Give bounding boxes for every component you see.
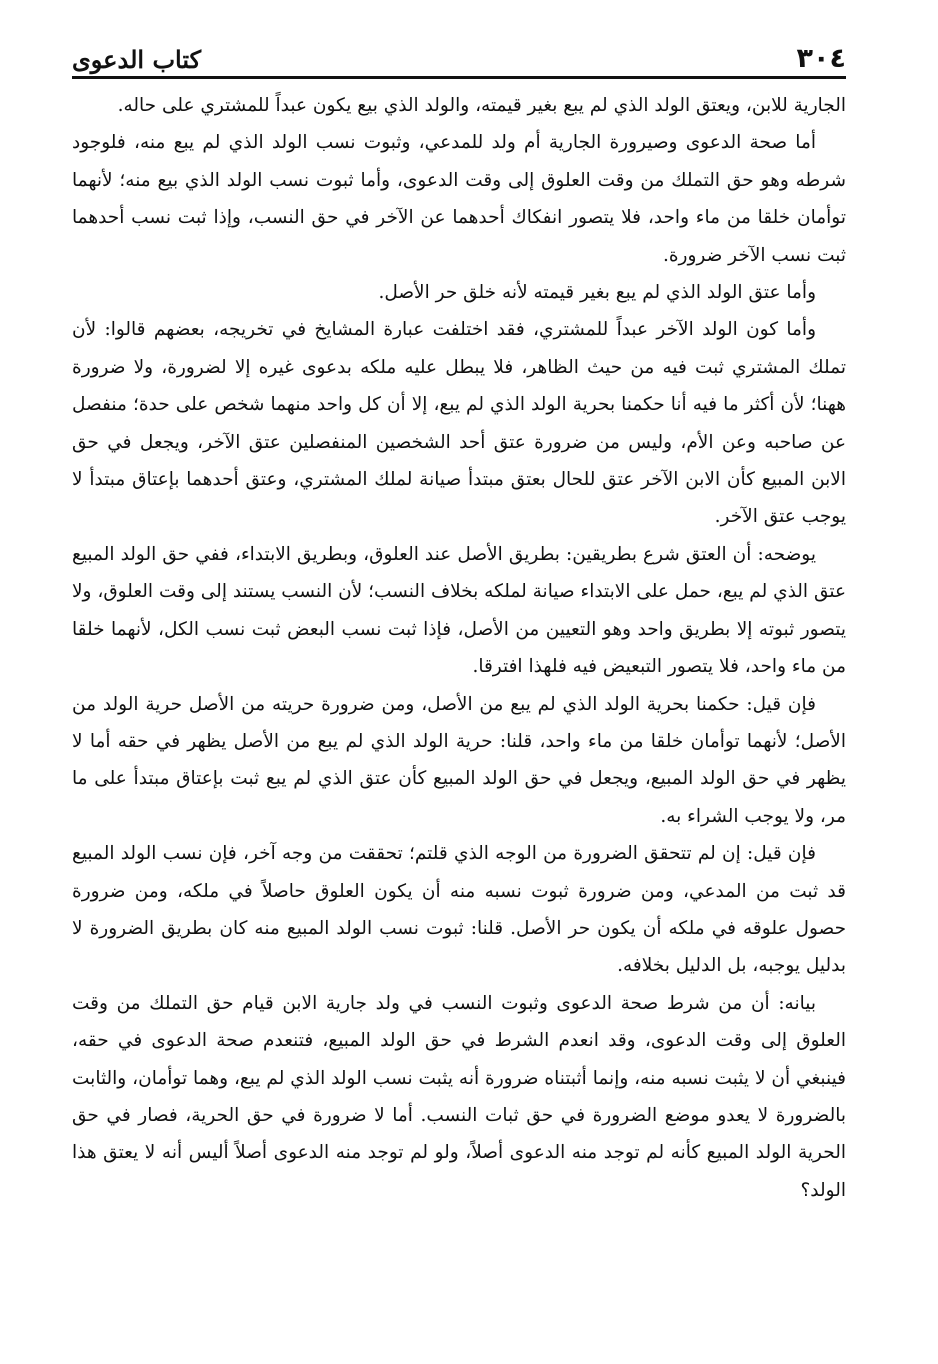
paragraph-6: فإن قيل: حكمنا بحرية الولد الذي لم يبع من الأصل، ومن ضرورة حريته من الأصل حرية الولد من الأصل؛ لأنهما توأمان خلقا من ماء واحد، قلنا: حرية الولد الذي لم يبع من الأصل يظهر في حقه أما لا يظهر في حق الولد المبيع، ويجعل في حق الولد المبيع كأن عتق الذي لم يبع ثبت بإعتاق مبتدأ على ما مر، ولا يوجب الشراء به. — [72, 693, 846, 827]
chapter-title: كتاب الدعوى — [72, 45, 202, 74]
paragraph-3: وأما عتق الولد الذي لم يبع بغير قيمته لأنه خلق حر الأصل. — [378, 282, 816, 304]
paragraph-8: بيانه: أن من شرط صحة الدعوى وثبوت النسب في ولد جارية الابن قيام حق التملك من وقت العلوق إلى وقت الدعوى، وقد انعدم الشرط في حق الولد المبيع، فتنعدم صحة الدعوى في حقه، فينبغي أن لا يثبت نسبه منه، وإنما أثبتناه ضرورة أنه يثبت نسب الولد الذي لم يبع، وهما توأمان، والثابت بالضرورة لا يعدو موضع الضرورة في حق ثبات النسب. أما لا ضرورة في حق الحرية، فصار في حق الحرية الولد المبيع كأنه لم توجد منه الدعوى أصلاً، ولو لم توجد منه الدعوى أصلاً أليس أنه لا يعتق هذا الولد؟ — [72, 992, 846, 1201]
paragraph-7: فإن قيل: إن لم تتحقق الضرورة من الوجه الذي قلتم؛ تحققت من وجه آخر، فإن نسب الولد المبيع قد ثبت من المدعي، ومن ضرورة ثبوت نسبه منه أن يكون العلوق حاصلاً في ملكه، ومن ضرورة حصول علوقه في ملكه أن يكون حر الأصل. قلنا: ثبوت نسب الولد المبيع منه كان بطريق الضرورة لا بدليل يوجبه، بل الدليل بخلافه. — [72, 843, 846, 977]
page-number: ٣٠٤ — [796, 43, 846, 74]
paragraph-1: الجارية للابن، ويعتق الولد الذي لم يبع بغير قيمته، والولد الذي بيع يكون عبداً للمشتري على حاله. — [117, 95, 846, 116]
paragraph-2: أما صحة الدعوى وصيرورة الجارية أم ولد للمدعي، وثبوت نسب الولد الذي لم يبع منه، فلوجود شرطه وهو حق التملك من وقت العلوق إلى وقت الدعوى، وأما ثبوت نسب الولد الذي بيع منه؛ لأنهما توأمان خلقا من ماء واحد، فلا يتصور انفكاك أحدهما عن الآخر في حق النسب، وإذا ثبت نسب أحدهما ثبت نسب الآخر ضرورة. — [72, 132, 846, 266]
running-header — [72, 28, 846, 79]
body-text — [72, 87, 846, 1209]
paragraph-5: يوضحه: أن العتق شرع بطريقين: بطريق الأصل عند العلوق، وبطريق الابتداء، ففي حق الولد المبيع عتق الذي لم يبع، حمل على الابتداء صيانة لملكه بخلاف النسب؛ لأن النسب يستند إلى وقت العلوق، ولا يتصور ثبوته إلا بطريق واحد وهو التعيين من الأصل، فإذا ثبت نسب البعض ثبت نسب الكل، لأنهما خلقا من ماء واحد، فلا يتصور التبعيض فيه فلهذا افترقا. — [71, 543, 846, 678]
paragraph-4: وأما كون الولد الآخر عبداً للمشتري، فقد اختلفت عبارة المشايخ في تخريجه، بعضهم قالوا: لأن تملك المشتري ثبت فيه من حيث الظاهر، فلا يبطل عليه ملكه بدعوى غيره إلا لضرورة، ولا ضرورة ههنا؛ لأن أكثر ما فيه أنا حكمنا بحرية الولد الذي لم يبع، إلا أن كل واحد منهما شخص على حدة؛ منفصل عن صاحبه وعن الأم، وليس من ضرورة عتق أحد الشخصين المنفصلين عتق الآخر، ويجعل في حق الابن المبيع كأن الابن الآخر عتق للحال بعتق مبتدأ صيانة لملك المشتري، وعتق أحدهما بإعتاق مبتدأ لا يوجب عتق الآخر. — [72, 319, 846, 528]
